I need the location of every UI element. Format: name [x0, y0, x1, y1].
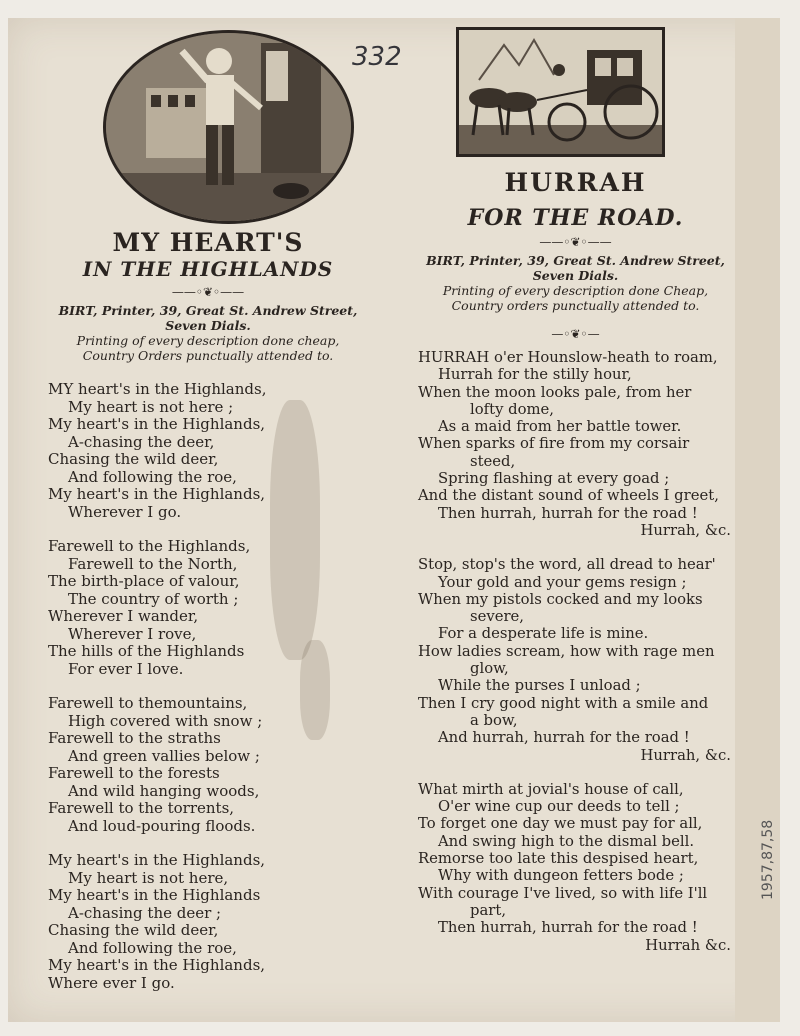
verse-line: And swing high to the dismal bell. [438, 832, 695, 850]
verse-line: steed, [470, 452, 516, 470]
verse-line: When the moon looks pale, from her [418, 383, 692, 401]
verse-line: Wherever I wander, [48, 607, 199, 625]
verse-line: Farewell to the forests [48, 764, 220, 782]
verse-line: Hurrah for the stilly hour, [438, 366, 632, 384]
verse-line: And green vallies below ; [68, 746, 260, 765]
verse-line: Then hurrah, hurrah for the road ! [438, 919, 698, 937]
verse-line: And following the roe, [68, 467, 237, 486]
refrain-line: Hurrah, &c. [640, 521, 731, 539]
left-printer-imprint [48, 303, 368, 363]
ornament-icon: ——◦❦◦—— [171, 285, 245, 299]
woodcut-boy-illustration [103, 30, 354, 224]
stanza [48, 695, 368, 835]
verse-line: And the distant sound of wheels I greet, [418, 487, 719, 505]
verse-line: With courage I've lived, so with life I'll [418, 884, 708, 902]
printer-line: Country Orders punctually attended to. [82, 348, 334, 363]
verse-line: My heart is not here, [68, 868, 229, 887]
right-title-line1: HURRAH [504, 168, 647, 197]
verse-line: For ever I love. [68, 659, 184, 678]
verse-line: MY heart's in the Highlands, [48, 380, 267, 398]
verse-line: part, [470, 901, 507, 919]
verse-line: How ladies scream, how with rage men [418, 642, 715, 660]
verse-line: Farewell to the Highlands, [48, 537, 251, 555]
verse-line: A-chasing the deer, [68, 432, 215, 451]
verse-line: My heart's in the Highlands, [48, 415, 266, 433]
printer-line: Seven Dials. [532, 268, 619, 283]
stanza [418, 349, 733, 539]
printer-line: Country orders punctually attended to. [451, 298, 700, 313]
verse-line: Where ever I go. [48, 973, 175, 992]
verse-line: Chasing the wild deer, [48, 921, 219, 939]
stanza [418, 781, 733, 954]
verse-line: And wild hanging woods, [68, 781, 260, 800]
verse-line: Then hurrah, hurrah for the road ! [438, 504, 698, 522]
stanza [48, 538, 368, 678]
right-title-line2: FOR THE ROAD. [467, 205, 684, 231]
verse-line: The birth-place of valour, [48, 572, 240, 590]
verse-line: Farewell to the torrents, [48, 799, 235, 817]
right-ballad [418, 168, 733, 971]
verse-line: Remorse too late this despised heart, [418, 850, 699, 868]
verse-line: To forget one day we must pay for all, [418, 815, 703, 833]
verse-line: For a desperate life is mine. [438, 625, 649, 643]
verse-line: glow, [470, 660, 509, 678]
verse-line: Farewell to the North, [68, 554, 238, 573]
verse-line: Spring flashing at every goad ; [438, 470, 670, 488]
verse-line: My heart's in the Highlands, [48, 956, 266, 974]
verse-line: While the purses I unload ; [438, 677, 641, 695]
verse-line: severe, [470, 608, 524, 626]
left-poem [48, 381, 368, 992]
stanza [418, 556, 733, 764]
ornament-icon: ——◦❦◦—— [539, 235, 612, 249]
verse-line: A-chasing the deer ; [68, 903, 222, 922]
verse-line: My heart's in the Highlands [48, 886, 261, 904]
verse-line: The hills of the Highlands [48, 642, 245, 660]
verse-line: Wherever I go. [68, 502, 182, 521]
verse-line: Why with dungeon fetters bode ; [438, 867, 684, 885]
stanza [48, 852, 368, 992]
verse-line: And following the roe, [68, 938, 237, 957]
verse-line: a bow, [470, 711, 518, 729]
verse-line: O'er wine cup our deeds to tell ; [438, 798, 680, 816]
printer-line: Printing of every description done Cheap, [442, 283, 709, 298]
woodcut-coach-illustration [456, 27, 665, 157]
printer-line: Seven Dials. [165, 318, 251, 333]
verse-line: And loud-pouring floods. [68, 816, 256, 835]
left-ballad [48, 228, 368, 1009]
verse-line: High covered with snow ; [68, 711, 263, 730]
verse-line: And hurrah, hurrah for the road ! [438, 729, 690, 747]
right-printer-imprint [418, 253, 733, 313]
verse-line: Chasing the wild deer, [48, 450, 219, 468]
ornament-icon: —◦❦◦— [551, 327, 600, 341]
catalog-number: 332 [352, 42, 402, 72]
verse-line: lofty dome, [470, 400, 554, 418]
verse-line: When my pistols cocked and my looks [418, 590, 703, 608]
coach-woodcut-icon [459, 30, 662, 154]
verse-line: Farewell to themountains, [48, 694, 248, 712]
refrain-line: Hurrah, &c. [640, 746, 731, 764]
stanza [48, 381, 368, 521]
verse-line: HURRAH o'er Hounslow-heath to roam, [418, 349, 718, 366]
boy-woodcut-icon [106, 33, 351, 221]
printer-line: BIRT, Printer, 39, Great St. Andrew Street, [58, 303, 358, 318]
verse-line: Farewell to the straths [48, 729, 221, 747]
side-note: 1957,87,58 [760, 819, 776, 900]
verse-line: My heart's in the Highlands, [48, 485, 266, 503]
verse-line: As a maid from her battle tower. [438, 418, 682, 436]
right-poem [418, 349, 733, 954]
refrain-line: Hurrah &c. [645, 936, 731, 954]
verse-line: Wherever I rove, [68, 624, 197, 643]
verse-line: When sparks of fire from my corsair [418, 435, 690, 453]
verse-line: What mirth at jovial's house of call, [418, 780, 684, 798]
verse-line: My heart is not here ; [68, 397, 234, 416]
left-title-line2: IN THE HIGHLANDS [82, 257, 334, 281]
verse-line: My heart's in the Highlands, [48, 851, 266, 869]
verse-line: Your gold and your gems resign ; [438, 573, 687, 591]
verse-line: Then I cry good night with a smile and [418, 694, 709, 712]
verse-line: Stop, stop's the word, all dread to hear' [418, 556, 716, 574]
verse-line: The country of worth ; [68, 589, 239, 608]
left-title-line1: MY HEART'S [112, 228, 304, 257]
printer-line: Printing of every description done cheap, [76, 333, 340, 348]
printer-line: BIRT, Printer, 39, Great St. Andrew Street, [426, 253, 725, 268]
